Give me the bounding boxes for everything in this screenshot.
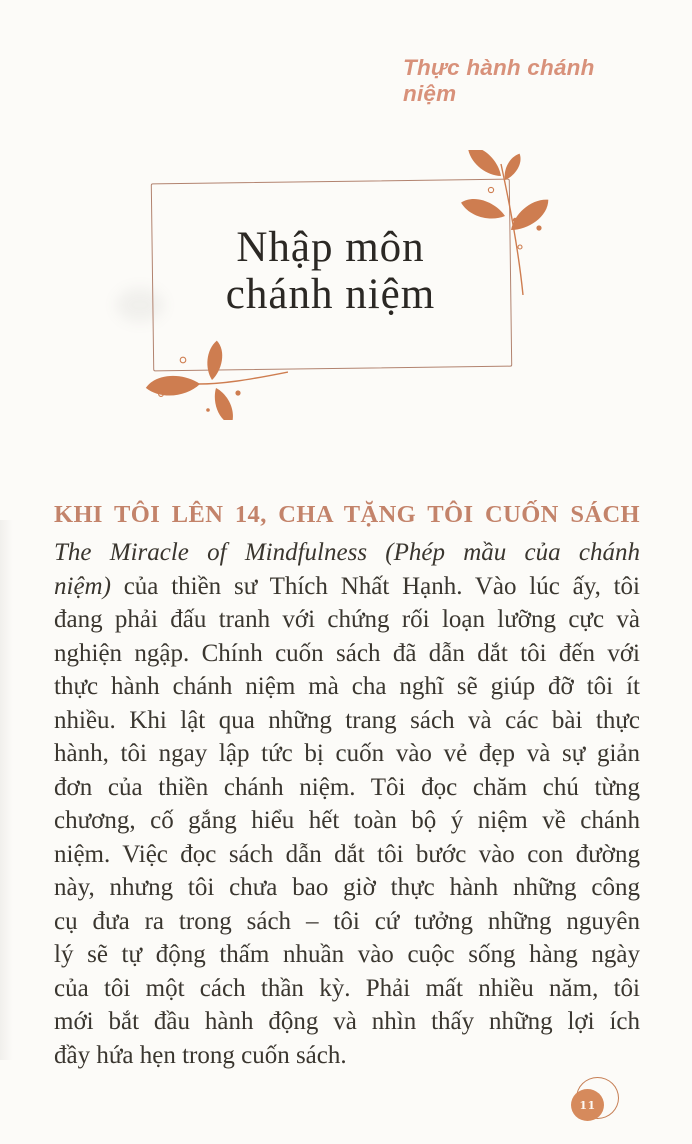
body-paragraph xyxy=(54,500,640,1072)
text-line: đầy hứa hẹn trong cuốn sách. xyxy=(54,1041,347,1069)
text-line: thực hành chánh niệm mà cha nghĩ sẽ giúp đỡ tôi ít xyxy=(54,673,640,700)
text-line: nhiều. Khi lật qua những trang sách và các bài thực xyxy=(54,706,640,734)
text-line: này, nhưng tôi chưa bao giờ thực hành những công xyxy=(54,874,640,901)
leaf-branch-icon xyxy=(128,340,288,420)
dot-icon xyxy=(536,225,541,230)
text-line: lý sẽ tự động thấm nhuần vào cuộc sống hàng ngày xyxy=(54,941,640,968)
page-edge-shadow xyxy=(0,520,13,1060)
leaf-icon xyxy=(465,150,505,184)
text-line: mới bắt đầu hành động và nhìn thấy những lợi ích xyxy=(54,1008,640,1035)
text-line: nghiện ngập. Chính cuốn sách đã dẫn dắt tôi đến với xyxy=(54,639,640,667)
leaf-icon xyxy=(212,386,235,420)
dot-icon xyxy=(513,218,517,222)
dot-icon xyxy=(206,408,210,412)
text-line: niệm. Việc đọc sách dẫn dắt tôi bước vào con đường xyxy=(54,840,640,868)
dot-icon xyxy=(235,390,240,395)
lead-line: KHI TÔI LÊN 14, CHA TẶNG TÔI CUỐN SÁCH xyxy=(54,501,640,528)
chapter-title-line-1: Nhập môn xyxy=(236,224,425,271)
body-lines xyxy=(54,536,640,1072)
dot-icon xyxy=(488,187,493,192)
text-line: chương, cố gắng hiểu hết toàn bộ ý niệm về chánh xyxy=(54,807,640,834)
text-line: đang phải đấu tranh với chứng rối loạn lưỡng cực và xyxy=(54,606,640,633)
leaf-icon xyxy=(145,372,200,399)
leaf-icon xyxy=(498,152,526,182)
chapter-title xyxy=(152,224,509,318)
dot-icon xyxy=(180,357,186,363)
text-line: cụ đưa ra trong sách – tôi cứ tưởng những nguyên xyxy=(54,907,640,935)
page-number-badge xyxy=(571,1089,604,1121)
leaf-icon xyxy=(201,340,227,381)
text-line: The Miracle of Mindfulness (Phép mầu của chánh xyxy=(54,539,640,566)
leaf-icon xyxy=(505,196,555,234)
dot-icon xyxy=(518,245,522,249)
text-line: niệm) của thiền sư Thích Nhất Hạnh. Vào lúc ấy, tôi xyxy=(54,572,640,600)
running-header: Thực hành chánh niệm xyxy=(403,55,595,106)
text-line: hành, tôi ngay lập tức bị cuốn vào vẻ đẹp và sự giản xyxy=(54,740,640,767)
leaf-icon xyxy=(459,191,507,228)
page-number: 11 xyxy=(579,1098,596,1112)
chapter-title-line-2: chánh niệm xyxy=(225,271,436,318)
text-line: đơn của thiền chánh niệm. Tôi đọc chăm chú từng xyxy=(54,773,640,801)
text-line: của tôi một cách thần kỳ. Phải mất nhiều năm, tôi xyxy=(54,974,640,1002)
